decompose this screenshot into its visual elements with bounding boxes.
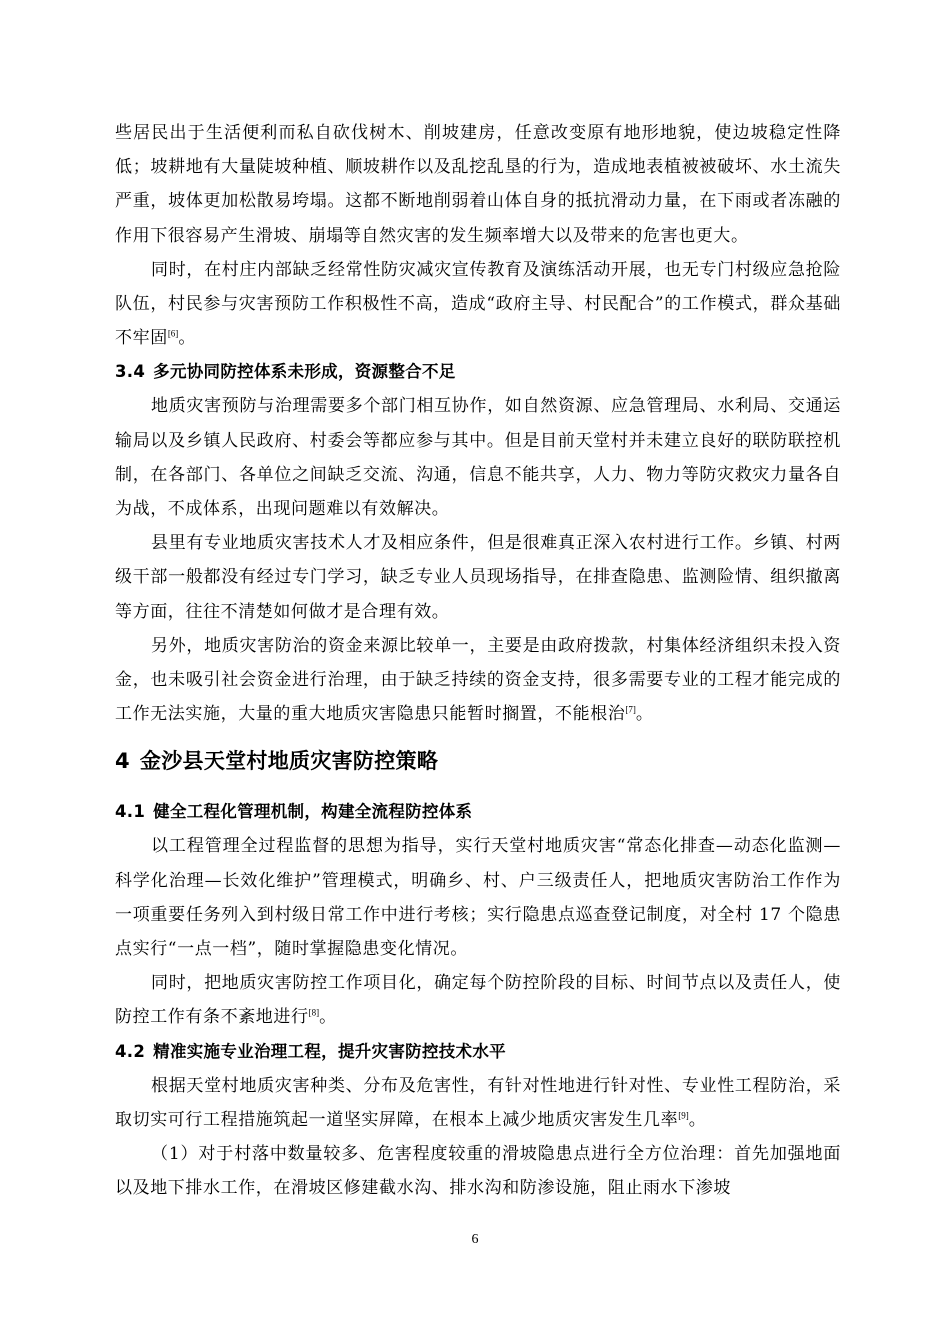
paragraph-talent: 县里有专业地质灾害技术人才及相应条件，但是很难真正深入农村进行工作。乡镇、村两级干部一般都没有经过专门学习，缺乏专业人员现场指导，在排查隐患、监测险情、组织撤离等方面，往往不清楚如何做才是合理有效。 bbox=[115, 533, 841, 622]
section-heading-3-4 bbox=[115, 355, 841, 389]
paragraph-end: 。 bbox=[178, 328, 196, 349]
page-number: 6 bbox=[471, 1232, 479, 1247]
paragraph-text: 根据天堂村地质灾害种类、分布及危害性，有针对性地进行针对性、专业性工程防治，采取切实可行工程措施筑起一道坚实屏障，在根本上减少地质灾害发生几率 bbox=[115, 1075, 841, 1130]
chapter-number: 4 bbox=[115, 749, 130, 774]
chapter-heading-4 bbox=[115, 743, 841, 779]
paragraph-cooperation: 地质灾害预防与治理需要多个部门相互协作，如自然资源、应急管理局、水利局、交通运输局以及乡镇人民政府、村委会等都应参与其中。但是目前天堂村并未建立良好的联防联控机制，在各部门、各单位之间缺乏交流、沟通，信息不能共享，人力、物力等防灾救灾力量各自为战，不成体系，出现问题难以有效解决。 bbox=[115, 396, 841, 520]
section-number: 4.1 bbox=[115, 802, 146, 822]
section-title: 精准实施专业治理工程，提升灾害防控技术水平 bbox=[153, 1041, 506, 1061]
paragraph-project-based bbox=[115, 966, 841, 1034]
section-number: 3.4 bbox=[115, 362, 146, 382]
paragraph-education-gap bbox=[115, 253, 841, 356]
citation-ref: [6] bbox=[167, 328, 179, 339]
paragraph-text: 同时，在村庄内部缺乏经常性防灾减灾宣传教育及演练活动开展，也无专门村级应急抢险队伍，村民参与灾害预防工作积极性不高，造成“政府主导、村民配合”的工作模式，群众基础不牢固 bbox=[115, 259, 841, 349]
citation-ref: [7] bbox=[625, 704, 636, 715]
section-title: 多元协同防控体系未形成，资源整合不足 bbox=[153, 362, 456, 382]
document-body bbox=[115, 116, 841, 1205]
section-heading-4-1 bbox=[115, 795, 841, 829]
section-heading-4-2 bbox=[115, 1035, 841, 1069]
chapter-title: 金沙县天堂村地质灾害防控策略 bbox=[139, 749, 439, 774]
section-number: 4.2 bbox=[115, 1041, 146, 1061]
paragraph-end: 。 bbox=[319, 1007, 337, 1028]
citation-ref: [8] bbox=[308, 1007, 320, 1018]
paragraph-management-model: 以工程管理全过程监督的思想为指导，实行天堂村地质灾害“常态化排查—动态化监测—科学化治理—长效化维护”管理模式，明确乡、村、户三级责任人，把地质灾害防治工作作为一项重要任务列入到村级日常工作中进行考核；实行隐患点巡查登记制度，对全村 17 个隐患点实行“一点一档”，随时掌握隐患变化情况。 bbox=[115, 836, 841, 960]
paragraph-end: 。 bbox=[688, 1109, 707, 1130]
paragraph-continued: 些居民出于生活便利而私自砍伐树木、削坡建房，任意改变原有地形地貌，使边坡稳定性降低；坡耕地有大量陡坡种植、顺坡耕作以及乱挖乱垦的行为，造成地表植被被破坏、水土流失严重，坡体更加松散易垮塌。这都不断地削弱着山体自身的抵抗滑动力量，在下雨或者冻融的作用下很容易产生滑坡、崩塌等自然灾害的发生频率增大以及带来的危害也更大。 bbox=[115, 123, 841, 246]
paragraph-end: 。 bbox=[635, 704, 654, 725]
citation-ref: [9] bbox=[678, 1110, 689, 1121]
paragraph-engineering bbox=[115, 1069, 841, 1137]
paragraph-funding bbox=[115, 629, 841, 732]
paragraph-landslide-treatment: （1）对于村落中数量较多、危害程度较重的滑坡隐患点进行全方位治理：首先加强地面以及地下排水工作，在滑坡区修建截水沟、排水沟和防渗设施，阻止雨水下渗坡 bbox=[115, 1144, 841, 1199]
paragraph-text: 另外，地质灾害防治的资金来源比较单一，主要是由政府拨款，村集体经济组织未投入资金，也未吸引社会资金进行治理，由于缺乏持续的资金支持，很多需要专业的工程才能完成的工作无法实施，大量的重大地质灾害隐患只能暂时搁置，不能根治 bbox=[115, 635, 841, 725]
paragraph-text: 同时，把地质灾害防控工作项目化，确定每个防控阶段的目标、时间节点以及责任人，使防控工作有条不紊地进行 bbox=[115, 973, 841, 1028]
section-title: 健全工程化管理机制，构建全流程防控体系 bbox=[153, 802, 473, 822]
